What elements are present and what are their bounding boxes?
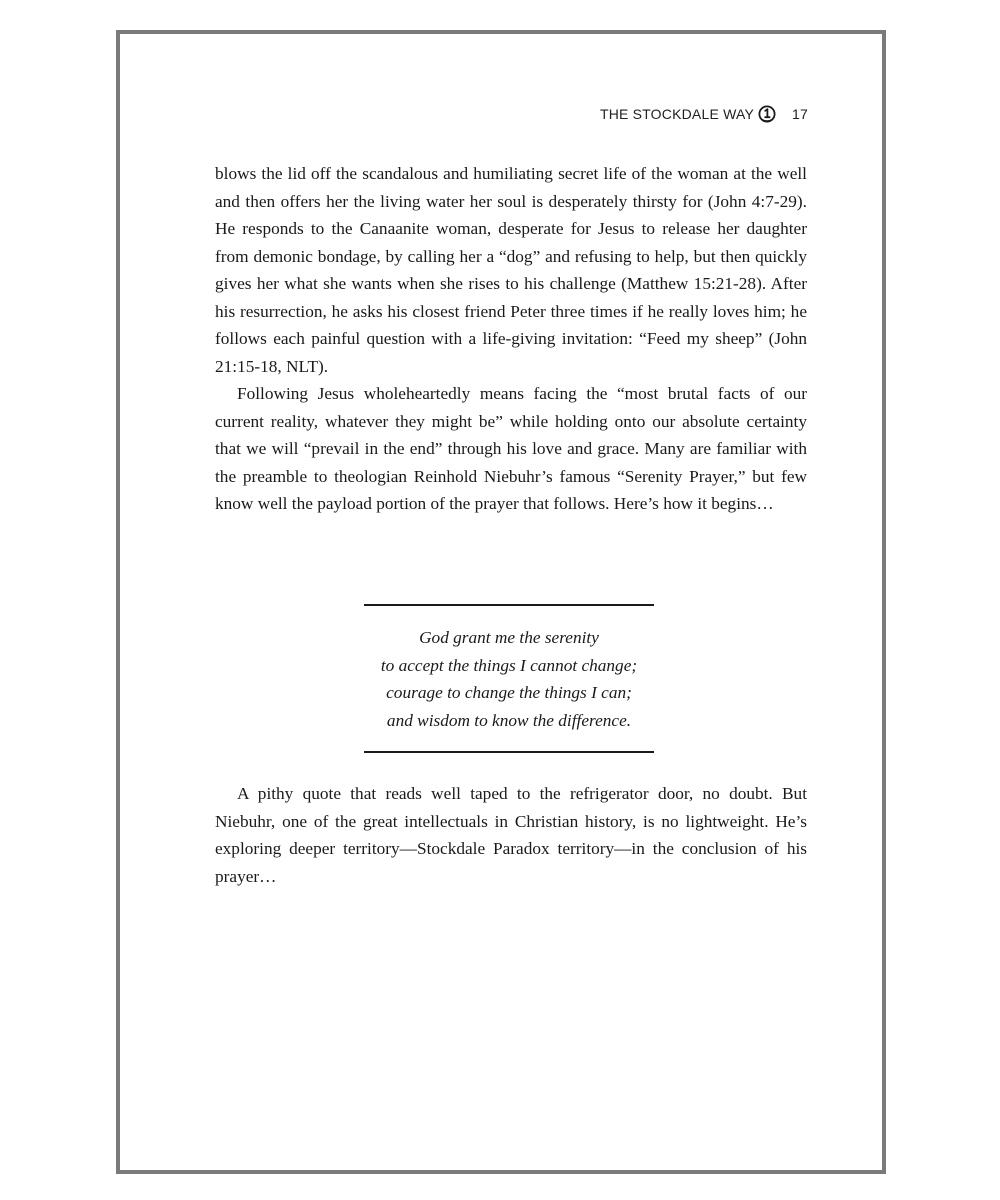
book-page — [116, 30, 886, 1174]
circled-number-one-icon — [758, 105, 776, 123]
quote-line: courage to change the things I can; — [386, 683, 632, 702]
paragraph: Following Jesus wholeheartedly means facing the “most brutal facts of our current reality, whatever they might be” while holding onto our absolute certainty that we will “prevail in the end” through his love and grace. Many are familiar with the preamble to theologian Reinhold Niebuhr’s famous “Serenity Prayer,” but few know well the payload portion of the prayer that follows. Here’s how it begins… — [215, 384, 807, 513]
running-head — [600, 105, 808, 123]
paragraph: A pithy quote that reads well taped to the refrigerator door, no doubt. But Niebuhr, one of the great intellectuals in Christian history, is no lightweight. He’s exploring deeper territory—Stockdale Paradox territory—in the conclusion of his prayer… — [215, 784, 807, 886]
paragraph-continued: blows the lid off the scandalous and humiliating secret life of the woman at the well and then offers her the living water her soul is desperately thirsty for (John 4:7-29). He responds to the Canaanite woman, desperate for Jesus to release her daughter from demonic bondage, by calling her a “dog” and refusing to help, but then quickly gives her what she wants when she rises to his challenge (Matthew 15:21-28). After his resurrection, he asks his closest friend Peter three times if he really loves him; he follows each painful question with a life-giving invitation: “Feed my sheep” (John 21:15-18, NLT). — [215, 164, 807, 376]
page-number: 17 — [792, 106, 808, 122]
quote-bottom-rule — [364, 751, 654, 753]
quote-line: and wisdom to know the difference. — [386, 710, 632, 730]
quote-line: God grant me the serenity — [419, 628, 599, 647]
quote-line: to accept the things I cannot change; — [380, 655, 638, 675]
quote-lines — [364, 624, 654, 734]
serenity-prayer-quote — [364, 604, 654, 753]
quote-top-rule — [364, 604, 654, 606]
running-title: THE STOCKDALE WAY — [599, 106, 755, 122]
body-text-top — [215, 160, 807, 518]
body-text-bottom — [215, 780, 807, 890]
